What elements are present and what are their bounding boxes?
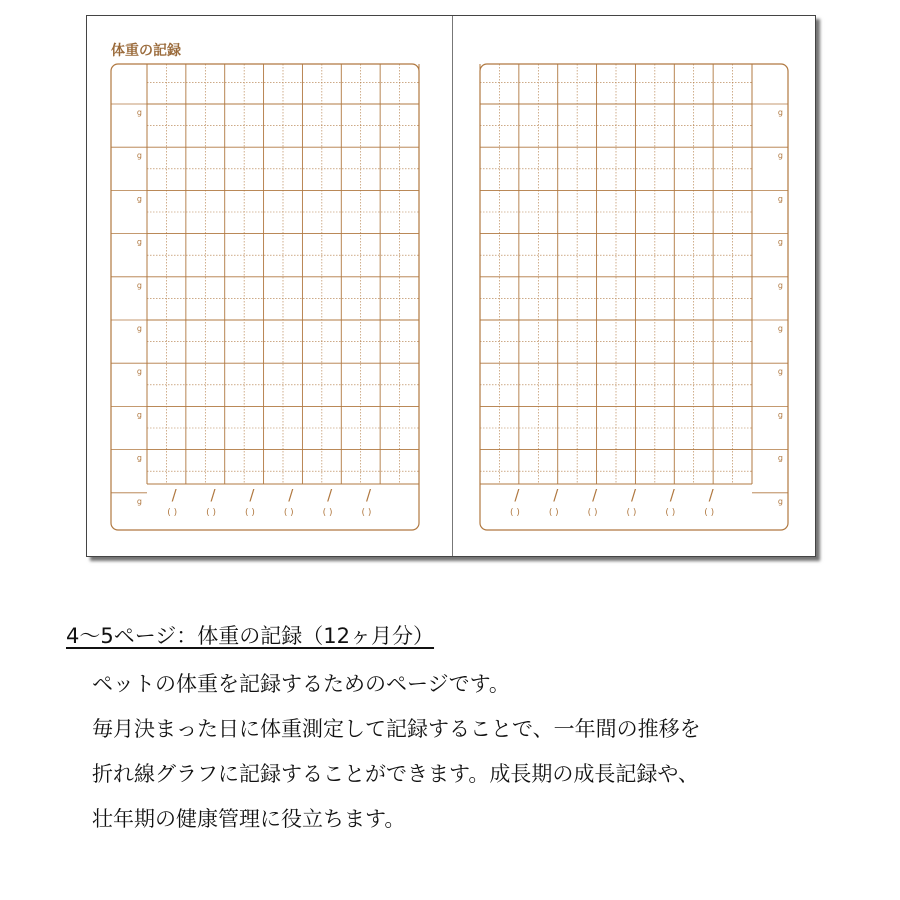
right-date-slash: / [553, 486, 559, 504]
left-date-slash: / [249, 486, 255, 504]
right-weight-unit: g [777, 453, 783, 463]
left-weekday-parens: ( ) [322, 508, 333, 518]
left-weekday-parens: ( ) [361, 508, 372, 518]
section-heading: 4～5ページ：体重の記録（12ヶ月分） [66, 624, 435, 648]
description-line-2: 毎月決まった日に体重測定して記録することで、一年間の推移を [92, 717, 701, 741]
right-weekday-parens: ( ) [704, 508, 715, 518]
left-weight-unit: g [136, 280, 142, 290]
description-line-3: 折れ線グラフに記録することができます。成長期の成長記録や、 [92, 762, 699, 786]
left-weight-unit: g [136, 453, 142, 463]
right-weight-unit: g [777, 280, 783, 290]
right-weekday-parens: ( ) [548, 508, 559, 518]
right-weekday-parens: ( ) [509, 508, 520, 518]
left-weekday-parens: ( ) [206, 508, 217, 518]
left-weight-unit: g [136, 237, 142, 247]
left-weight-unit: g [136, 496, 142, 506]
left-page-title: 体重の記録 [111, 43, 181, 59]
right-weight-unit: g [777, 237, 783, 247]
right-weight-unit: g [777, 324, 783, 333]
right-date-slash: / [630, 486, 637, 504]
left-weight-unit: g [136, 324, 142, 333]
right-weight-unit: g [777, 367, 783, 377]
left-weight-unit: g [136, 367, 142, 377]
right-date-slash: / [669, 486, 675, 504]
description-line-1: ペットの体重を記録するためのページです。 [92, 672, 510, 696]
left-date-slash: / [365, 486, 372, 504]
right-weekday-parens: ( ) [587, 508, 598, 518]
left-date-slash: / [210, 486, 216, 504]
weight-record-grids [87, 16, 817, 558]
left-weekday-parens: ( ) [167, 508, 178, 518]
left-date-slash: / [171, 486, 177, 504]
right-weight-unit: g [777, 496, 783, 506]
left-page-frame [111, 64, 419, 530]
left-weight-unit: g [136, 108, 142, 117]
right-weight-unit: g [777, 151, 783, 161]
right-date-slash: / [708, 486, 714, 504]
right-weight-unit: g [777, 410, 783, 420]
right-weight-unit: g [777, 194, 783, 204]
right-weight-unit: g [777, 108, 783, 117]
left-weekday-parens: ( ) [283, 508, 294, 518]
right-page-frame [480, 64, 788, 530]
left-weight-unit: g [136, 410, 142, 420]
left-date-slash: / [288, 486, 294, 504]
right-weekday-parens: ( ) [626, 508, 637, 518]
notebook-spread [86, 15, 816, 557]
right-date-slash: / [514, 486, 520, 504]
left-weight-unit: g [136, 151, 142, 161]
left-weight-unit: g [136, 194, 142, 204]
description-line-4: 壮年期の健康管理に役立ちます。 [92, 807, 406, 831]
right-date-slash: / [592, 486, 598, 504]
left-weekday-parens: ( ) [244, 508, 255, 518]
left-date-slash: / [327, 486, 333, 504]
right-weekday-parens: ( ) [665, 508, 676, 518]
